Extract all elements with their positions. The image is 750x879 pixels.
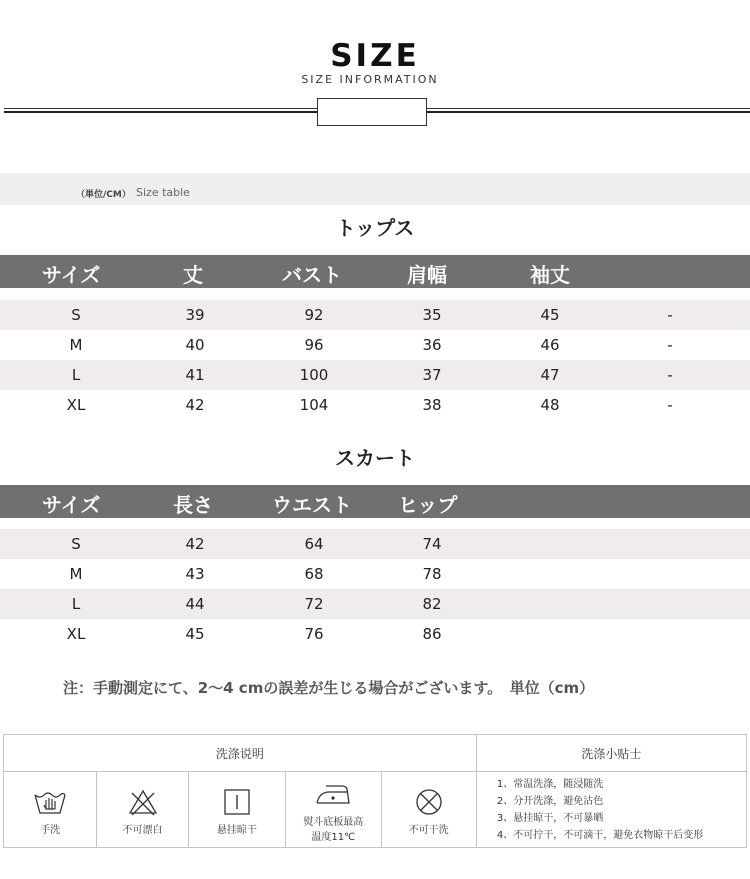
care-table bbox=[3, 734, 747, 848]
care-label: 不可漂白 bbox=[122, 825, 163, 836]
skirt-col-length: 長さ bbox=[173, 493, 213, 517]
table-row bbox=[0, 330, 750, 360]
cell-size: M bbox=[69, 565, 83, 583]
cell-size: S bbox=[71, 535, 81, 553]
tops-col-bust: バスト bbox=[282, 263, 342, 287]
cell-size: L bbox=[71, 366, 81, 384]
cell-waist: 68 bbox=[304, 565, 324, 583]
care-tip: 2、分开洗涤，避免沾色 bbox=[496, 795, 604, 807]
tops-col-length: 丈 bbox=[183, 263, 203, 287]
care-tip: 1、常温洗涤，随浸随洗 bbox=[496, 778, 604, 790]
tops-col-size: サイズ bbox=[42, 263, 101, 287]
cell-length: 39 bbox=[185, 306, 205, 324]
care-tips bbox=[476, 772, 746, 848]
cell-bust: 92 bbox=[304, 306, 324, 324]
hang-dry-icon bbox=[221, 787, 253, 817]
care-item-iron bbox=[286, 772, 381, 848]
cell-waist: 72 bbox=[304, 595, 324, 613]
cell-sleeve: 46 bbox=[540, 336, 560, 354]
cell-waist: 76 bbox=[304, 625, 324, 643]
care-tips-title: 洗涤小贴士 bbox=[476, 735, 746, 772]
care-tip: 3、悬挂晾干，不可暴晒 bbox=[496, 812, 604, 824]
skirt-header-row bbox=[0, 485, 750, 518]
page-title: SIZE bbox=[330, 38, 420, 74]
care-tip: 4、不可拧干，不可滴干，避免衣物晾干后变形 bbox=[496, 829, 704, 841]
skirt-col-hip: ヒップ bbox=[398, 493, 458, 517]
cell-sleeve: 48 bbox=[540, 396, 560, 414]
tops-header-row bbox=[0, 255, 750, 288]
cell-extra: - bbox=[667, 366, 673, 384]
cell-size: XL bbox=[66, 625, 86, 643]
care-item-no-bleach bbox=[97, 772, 188, 848]
care-instructions-title: 洗涤说明 bbox=[4, 735, 477, 772]
tops-col-sleeve: 袖丈 bbox=[530, 263, 570, 287]
care-label: 悬挂晾干 bbox=[216, 825, 257, 836]
care-item-no-dry-clean bbox=[381, 772, 476, 848]
no-bleach-icon bbox=[127, 787, 159, 817]
cell-sleeve: 47 bbox=[540, 366, 560, 384]
care-label-2: 温度11℃ bbox=[311, 831, 356, 843]
table-row bbox=[0, 559, 750, 589]
cell-size: L bbox=[71, 595, 81, 613]
cell-size: S bbox=[71, 306, 81, 324]
skirt-title: スカート bbox=[335, 446, 415, 470]
table-row bbox=[0, 390, 750, 420]
cell-shoulder: 36 bbox=[422, 336, 442, 354]
cell-shoulder: 35 bbox=[422, 306, 442, 324]
unit-label: （単位/CM） bbox=[76, 190, 131, 200]
cell-extra: - bbox=[667, 396, 673, 414]
cell-extra: - bbox=[667, 336, 673, 354]
cell-bust: 104 bbox=[299, 396, 329, 414]
cell-waist: 64 bbox=[304, 535, 324, 553]
table-row bbox=[0, 300, 750, 330]
care-label: 不可干洗 bbox=[408, 825, 449, 836]
cell-hip: 78 bbox=[422, 565, 442, 583]
no-dry-clean-icon bbox=[413, 787, 445, 817]
cell-length: 45 bbox=[185, 625, 205, 643]
iron-icon bbox=[314, 781, 352, 809]
table-row bbox=[0, 589, 750, 619]
cell-sleeve: 45 bbox=[540, 306, 560, 324]
cell-length: 41 bbox=[185, 366, 205, 384]
cell-size: XL bbox=[66, 396, 86, 414]
cell-bust: 100 bbox=[299, 366, 329, 384]
cell-shoulder: 38 bbox=[422, 396, 442, 414]
cell-length: 40 bbox=[185, 336, 205, 354]
care-label: 手洗 bbox=[40, 825, 61, 836]
cell-length: 43 bbox=[185, 565, 205, 583]
care-item-hand-wash bbox=[4, 772, 97, 848]
measurement-note: 注：手動測定にて、2〜4 cmの誤差が生じる場合がございます。 単位（cm） bbox=[63, 679, 595, 697]
table-row bbox=[0, 529, 750, 559]
cell-size: M bbox=[69, 336, 83, 354]
page-subtitle: SIZE INFORMATION bbox=[301, 73, 439, 86]
cell-length: 44 bbox=[185, 595, 205, 613]
care-label: 熨斗底板最高 bbox=[303, 816, 364, 828]
cell-hip: 82 bbox=[422, 595, 442, 613]
table-row bbox=[0, 360, 750, 390]
tops-title: トップス bbox=[335, 216, 415, 240]
cell-length: 42 bbox=[185, 535, 205, 553]
tops-col-shoulder: 肩幅 bbox=[407, 263, 447, 287]
cell-extra: - bbox=[667, 306, 673, 324]
cell-shoulder: 37 bbox=[422, 366, 442, 384]
cell-hip: 74 bbox=[422, 535, 442, 553]
skirt-col-waist: ウエスト bbox=[272, 493, 352, 517]
table-row bbox=[0, 619, 750, 649]
cell-bust: 96 bbox=[304, 336, 324, 354]
size-table-label: Size table bbox=[136, 186, 190, 199]
skirt-col-size: サイズ bbox=[42, 493, 101, 517]
care-item-hang-dry bbox=[188, 772, 285, 848]
hand-wash-icon bbox=[32, 787, 68, 817]
header-frame bbox=[317, 98, 427, 126]
cell-hip: 86 bbox=[422, 625, 442, 643]
cell-length: 42 bbox=[185, 396, 205, 414]
